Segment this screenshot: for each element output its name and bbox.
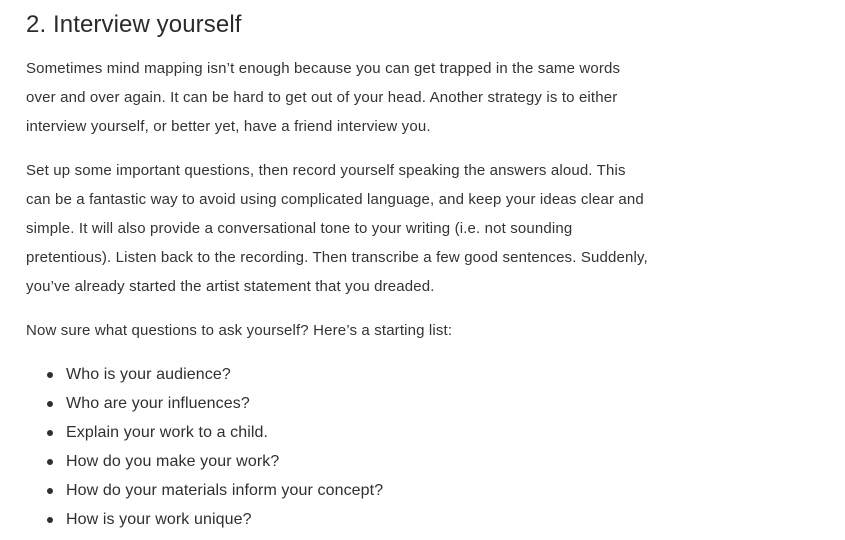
paragraph-line: pretentious). Listen back to the recording. Then transcribe a few good sentences. Suddenly, (26, 249, 648, 266)
paragraph-line: Sometimes mind mapping isn’t enough because you can get trapped in the same words (26, 60, 621, 77)
paragraph-line: over and over again. It can be hard to get out of your head. Another strategy is to either (26, 89, 618, 106)
paragraph-line: simple. It will also provide a conversational tone to your writing (i.e. not sounding (26, 220, 573, 237)
bullet-icon (47, 459, 53, 465)
paragraph-line: interview yourself, or better yet, have a friend interview you. (26, 118, 431, 135)
list-item (26, 389, 845, 418)
paragraph-intro (26, 54, 706, 141)
paragraph-recording (26, 156, 706, 301)
list-item (26, 360, 845, 389)
paragraph-list-intro (26, 316, 706, 345)
list-item-text: Who is your audience? (66, 366, 231, 383)
list-item-text: How is your work unique? (66, 511, 252, 528)
bullet-icon (47, 372, 53, 378)
question-list (26, 360, 845, 534)
bullet-icon (47, 488, 53, 494)
list-item-text: Explain your work to a child. (66, 424, 269, 441)
list-item (26, 476, 845, 505)
list-item (26, 505, 845, 534)
paragraph-line: can be a fantastic way to avoid using complicated language, and keep your ideas clear and (26, 191, 644, 208)
list-item-text: How do your materials inform your concept? (66, 482, 384, 499)
list-item (26, 447, 845, 476)
list-item (26, 418, 845, 447)
bullet-icon (47, 401, 53, 407)
paragraph-line: you’ve already started the artist statement that you dreaded. (26, 278, 435, 295)
paragraph-line: Set up some important questions, then record yourself speaking the answers aloud. This (26, 162, 626, 179)
bullet-icon (47, 430, 53, 436)
list-item-text: How do you make your work? (66, 453, 280, 470)
section-heading: 2. Interview yourself (26, 11, 242, 38)
bullet-icon (47, 517, 53, 523)
paragraph-line: Now sure what questions to ask yourself? Here’s a starting list: (26, 322, 453, 339)
list-item-text: Who are your influences? (66, 395, 250, 412)
